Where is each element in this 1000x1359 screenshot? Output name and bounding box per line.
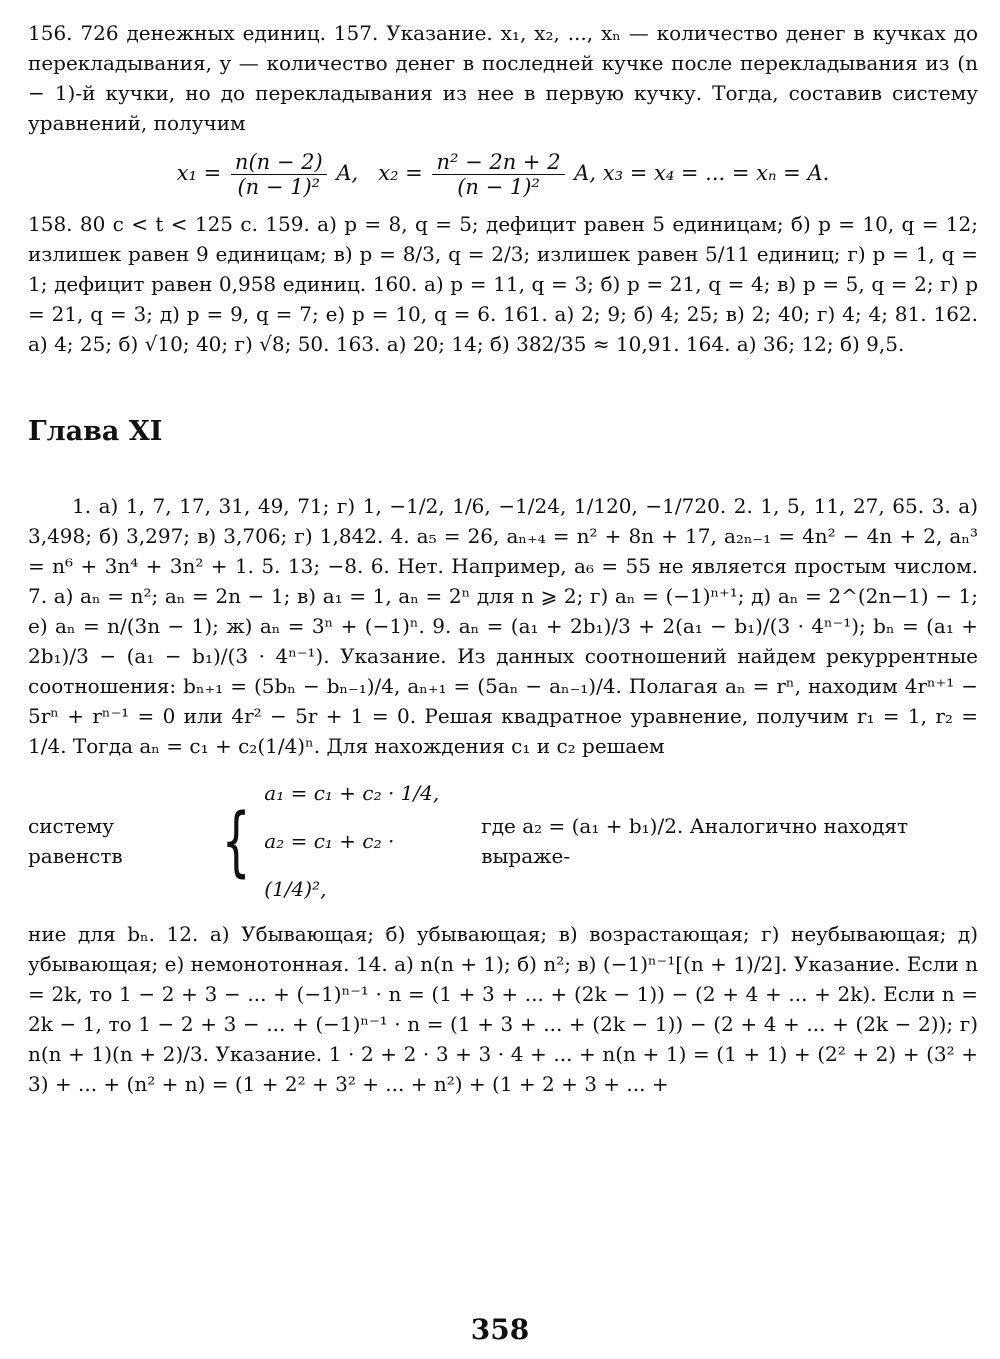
- answers-158-164: 158. 80 с < t < 125 с. 159. а) p = 8, q = 5; дефицит равен 5 единицам; б) p = 10, q = 12; излишек равен 9 единицам; в) p = 8/3, q = 2/3; излишек равен 5/11 единиц; г) p = 1, q = 1; дефицит равен 0,958 единиц. 160. а) p = 11, q = 3; б) p = 21, q = 4; в) p = 5, q = 2; г) p = 21, q = 3; д) p = 9, q = 7; е) p = 10, q = 6. 161. а) 2; 9; б) 4; 25; в) 2; 40; г) 4; 4; 81. 162. а) 4; 25; б) √10; 40; г) √8; 50. 163. а) 20; 14; б) 382/35 ≈ 10,91. 164. а) 36; 12; б) 9,5.: [28, 212, 978, 356]
- page-number: 358: [470, 1313, 530, 1346]
- x2-denominator: (n − 1)²: [457, 175, 540, 199]
- system-tail: где a₂ = (a₁ + b₁)/2. Аналогично находят выраже-: [481, 814, 909, 868]
- system-row-2: a₂ = c₁ + c₂ · (1/4)²,: [264, 829, 395, 901]
- system-row-1: a₁ = c₁ + c₂ · 1/4,: [264, 781, 440, 805]
- system-rows: [264, 769, 453, 913]
- x1-numerator: n(n − 2): [231, 150, 327, 175]
- x1-lhs: x₁ =: [176, 161, 222, 185]
- x2-lhs: x₂ =: [378, 161, 423, 185]
- formula-157: [28, 150, 978, 199]
- x2-tail: A, x₃ = x₄ = ... = xₙ = A.: [574, 161, 830, 185]
- x1-tail: A,: [336, 161, 359, 185]
- intro-paragraph: 156. 726 денежных единиц. 157. Указание. x₁, x₂, ..., xₙ — количество денег в кучках до перекладывания, y — количество денег в последней кучке после перекладывания из (n − 1)-й кучки, но до перекладывания из нее в первую кучку. Тогда, составив систему уравнений, получим: [28, 21, 978, 135]
- chapter-title: Глава XI: [28, 416, 163, 447]
- x1-fraction: [231, 150, 327, 199]
- x1-denominator: (n − 1)²: [237, 175, 321, 199]
- x2-numerator: n² − 2n + 2: [432, 150, 564, 175]
- chapter-paragraph-2: ние для bₙ. 12. а) Убывающая; б) убывающая; в) возрастающая; г) неубывающая; д) убывающая; е) немонотонная. 14. а) n(n + 1); б) n²; в) (−1)ⁿ⁻¹[(n + 1)/2]. Указание. Если n = 2k, то 1 − 2 + 3 − ... + (−1)ⁿ⁻¹ · n = (1 + 3 + ... + (2k − 1)) − (2 + 4 + ... + 2k). Если n = 2k − 1, то 1 − 2 + 3 − ... + (−1)ⁿ⁻¹ · n = (1 + 3 + ... + (2k − 1)) − (2 + 4 + ... + (2k − 2)); г) n(n + 1)(n + 2)/3. Указание. 1 · 2 + 2 · 3 + 3 · 4 + ... + n(n + 1) = (1 + 1) + (2² + 2) + (3² + 3) + ... + (n² + n) = (1 + 2² + 3² + ... + n²) + (1 + 2 + 3 + ... +: [28, 922, 978, 1096]
- chapter-paragraph-1: 1. а) 1, 7, 17, 31, 49, 71; г) 1, −1/2, 1/6, −1/24, 1/120, −1/720. 2. 1, 5, 11, 27, 65. 3. а) 3,498; б) 3,297; в) 3,706; г) 1,842. 4. a₅ = 26, aₙ₊₄ = n² + 8n + 17, a₂ₙ₋₁ = 4n² − 4n + 2, aₙ³ = n⁶ + 3n⁴ + 3n² + 1. 5. 13; −8. 6. Нет. Например, a₆ = 55 не является простым числом. 7. а) aₙ = n²; aₙ = 2n − 1; в) a₁ = 1, aₙ = 2ⁿ для n ⩾ 2; г) aₙ = (−1)ⁿ⁺¹; д) aₙ = 2^(2n−1) − 1; е) aₙ = n/(3n − 1); ж) aₙ = 3ⁿ + (−1)ⁿ. 9. aₙ = (a₁ + 2b₁)/3 + 2(a₁ − b₁)/(3 · 4ⁿ⁻¹); bₙ = (a₁ + 2b₁)/3 − (a₁ − b₁)/(3 · 4ⁿ⁻¹). Указание. Из данных соотношений найдем рекуррентные соотношения: bₙ₊₁ = (5bₙ − bₙ₋₁)/4, aₙ₊₁ = (5aₙ − aₙ₋₁)/4. Полагая aₙ = rⁿ, находим 4rⁿ⁺¹ − 5rⁿ + rⁿ⁻¹ = 0 или 4r² − 5r + 1 = 0. Решая квадратное уравнение, получим r₁ = 1, r₂ = 1/4. Тогда aₙ = c₁ + c₂(1/4)ⁿ. Для нахождения c₁ и c₂ решаем: [28, 494, 978, 758]
- system-label: систему равенств: [28, 814, 123, 868]
- system-of-equations: [28, 769, 978, 913]
- left-brace: {: [221, 796, 251, 885]
- x2-fraction: [432, 150, 564, 199]
